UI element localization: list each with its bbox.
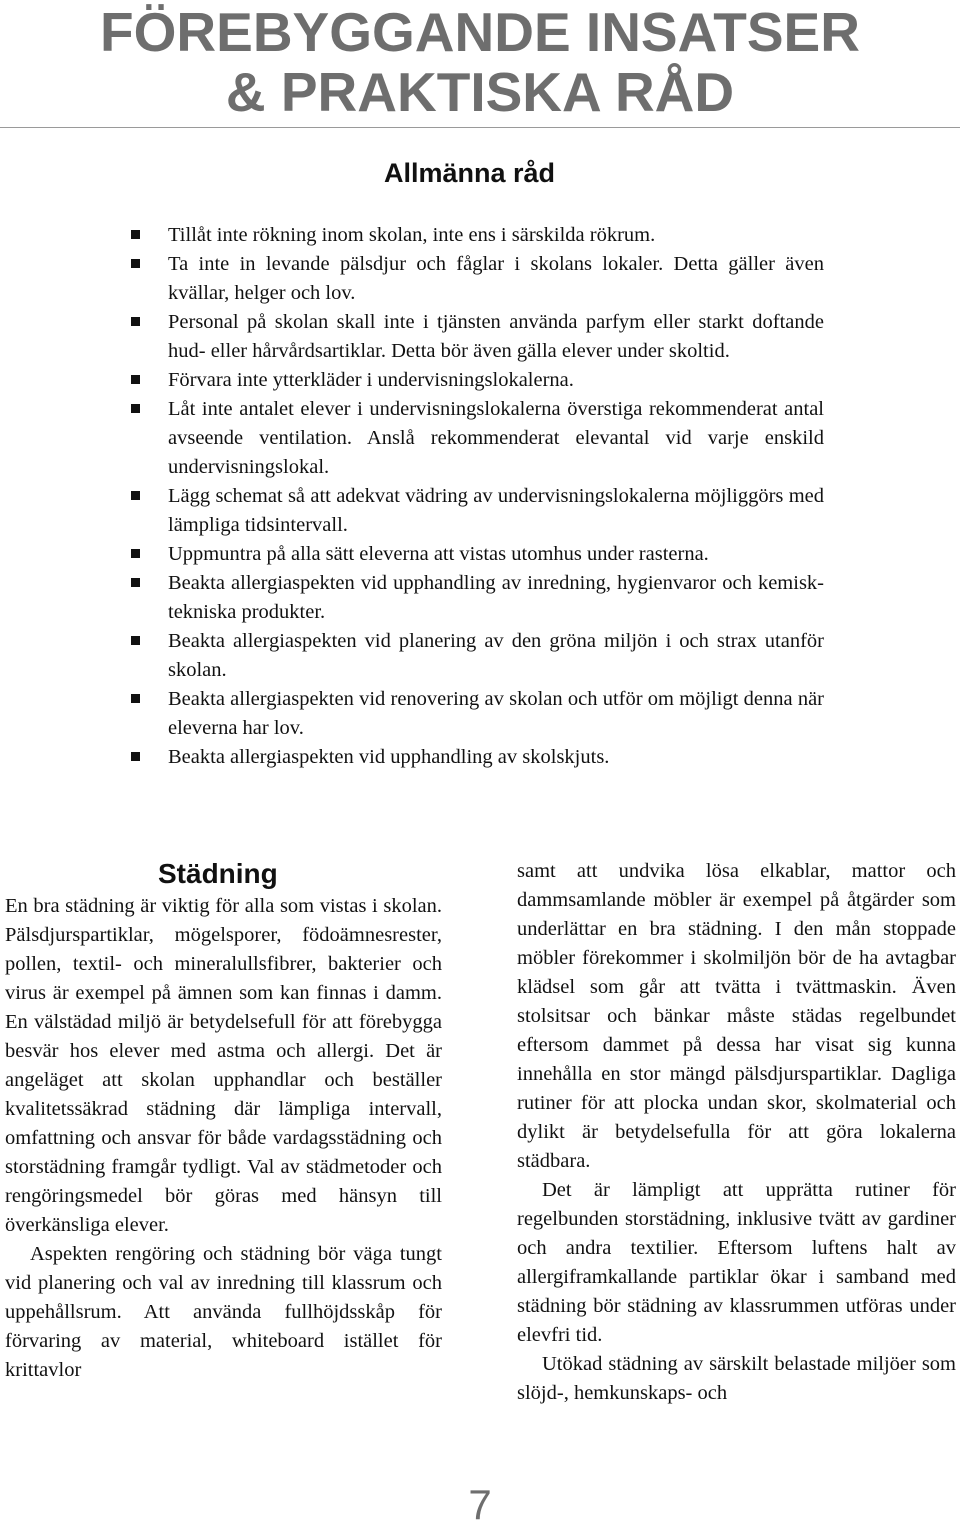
list-item: Låt inte antalet elever i undervisningslokalerna överstiga rekommenderat antal avseende ventilation. Anslå rekommenderat elevantal vid varje enskild undervisningslokal.: [168, 395, 824, 482]
paragraph: Utökad städning av särskilt belastade miljöer som slöjd-, hemkunskaps- och: [517, 1353, 956, 1404]
list-item: Personal på skolan skall inte i tjänsten använda parfym eller starkt doftande hud- eller hårvårdsartiklar. Detta bör även gälla elever under skoltid.: [168, 308, 824, 366]
square-bullet-icon: [131, 317, 140, 326]
paragraph: En bra städning är viktig för alla som vistas i skolan. Pälsdjurspartiklar, mögelsporer, födoämnesrester, pollen, textil- och mineralullsfibrer, bakterier och virus är exempel på ämnen som kan finnas i damm. En välstädad miljö är betydelsefull för att förebygga besvär hos elever med astma och allergi. Det är angeläget att skolan upphandlar och beställer kvalitetssäkrad städning där lämpliga intervall, omfattning och ansvar för både vardagsstädning och storstädning framgår tydligt. Val av städmetoder och rengöringsmedel bör göras med hänsyn till överkänsliga elever.: [5, 895, 442, 1236]
list-item: Tillåt inte rökning inom skolan, inte ens i särskilda rökrum.: [168, 221, 824, 250]
square-bullet-icon: [131, 375, 140, 384]
list-item: Beakta allergiaspekten vid upphandling av inredning, hygienvaror och kemisk-tekniska produkter.: [168, 569, 824, 627]
page-number: 7: [468, 1481, 492, 1528]
paragraph: samt att undvika lösa elkablar, mattor och dammsamlande möbler är exempel på åtgärder som underlättar en bra städning. I den mån stoppade möbler förekommer i skolmiljön bör de ha avtagbar klädsel som går att tvätta i tvättmaskin. Även stolsitsar och bänkar måste städas regelbundet eftersom dammet på dessa har visat sig kunna innehålla en stor mängd pälsdjurspartiklar. Dagliga rutiner för att plocka undan skor, skolmaterial och dylikt är betydelsefulla för att göra lokalerna städbara.: [517, 860, 956, 1172]
square-bullet-icon: [131, 259, 140, 268]
list-item: Beakta allergiaspekten vid renovering av skolan och utför om möjligt denna när eleverna har lov.: [168, 685, 824, 743]
cleaning-right-column: [517, 857, 956, 1408]
list-item: Förvara inte ytterkläder i undervisningslokalerna.: [168, 366, 824, 395]
square-bullet-icon: [131, 752, 140, 761]
cleaning-heading: Städning: [158, 858, 278, 889]
list-item: Ta inte in levande pälsdjur och fåglar i skolans lokaler. Detta gäller även kvällar, helger och lov.: [168, 250, 824, 308]
page-title: [0, 2, 960, 122]
title-divider: [0, 127, 960, 128]
list-item: Beakta allergiaspekten vid planering av den gröna miljön i och strax utanför skolan.: [168, 627, 824, 685]
list-item: Beakta allergiaspekten vid upphandling av skolskjuts.: [168, 743, 824, 772]
paragraph: Det är lämpligt att upprätta rutiner för regelbunden storstädning, inklusive tvätt av gardiner och andra textilier. Eftersom luftens halt av allergiframkallande partiklar ökar i samband med städning bör städning av klassrummen utföras under elevfri tid.: [517, 1179, 956, 1346]
square-bullet-icon: [131, 694, 140, 703]
square-bullet-icon: [131, 549, 140, 558]
square-bullet-icon: [131, 230, 140, 239]
general-advice-list: [168, 221, 824, 772]
page-title-line-1: FÖREBYGGANDE INSATSER: [100, 1, 860, 63]
paragraph: Aspekten rengöring och städning bör väga tungt vid planering och val av inredning till klassrum och uppehållsrum. Att använda fullhöjdsskåp för förvaring av material, whiteboard istället för krittavlor: [5, 1243, 442, 1381]
square-bullet-icon: [131, 578, 140, 587]
page-title-line-2: & PRAKTISKA RÅD: [225, 61, 735, 123]
square-bullet-icon: [131, 491, 140, 500]
general-advice-heading: Allmänna råd: [384, 158, 556, 188]
cleaning-left-column: [5, 892, 442, 1385]
list-item: Uppmuntra på alla sätt eleverna att vistas utomhus under rasterna.: [168, 540, 824, 569]
square-bullet-icon: [131, 404, 140, 413]
square-bullet-icon: [131, 636, 140, 645]
list-item: Lägg schemat så att adekvat vädring av undervisningslokalerna möjliggörs med lämpliga tidsintervall.: [168, 482, 824, 540]
